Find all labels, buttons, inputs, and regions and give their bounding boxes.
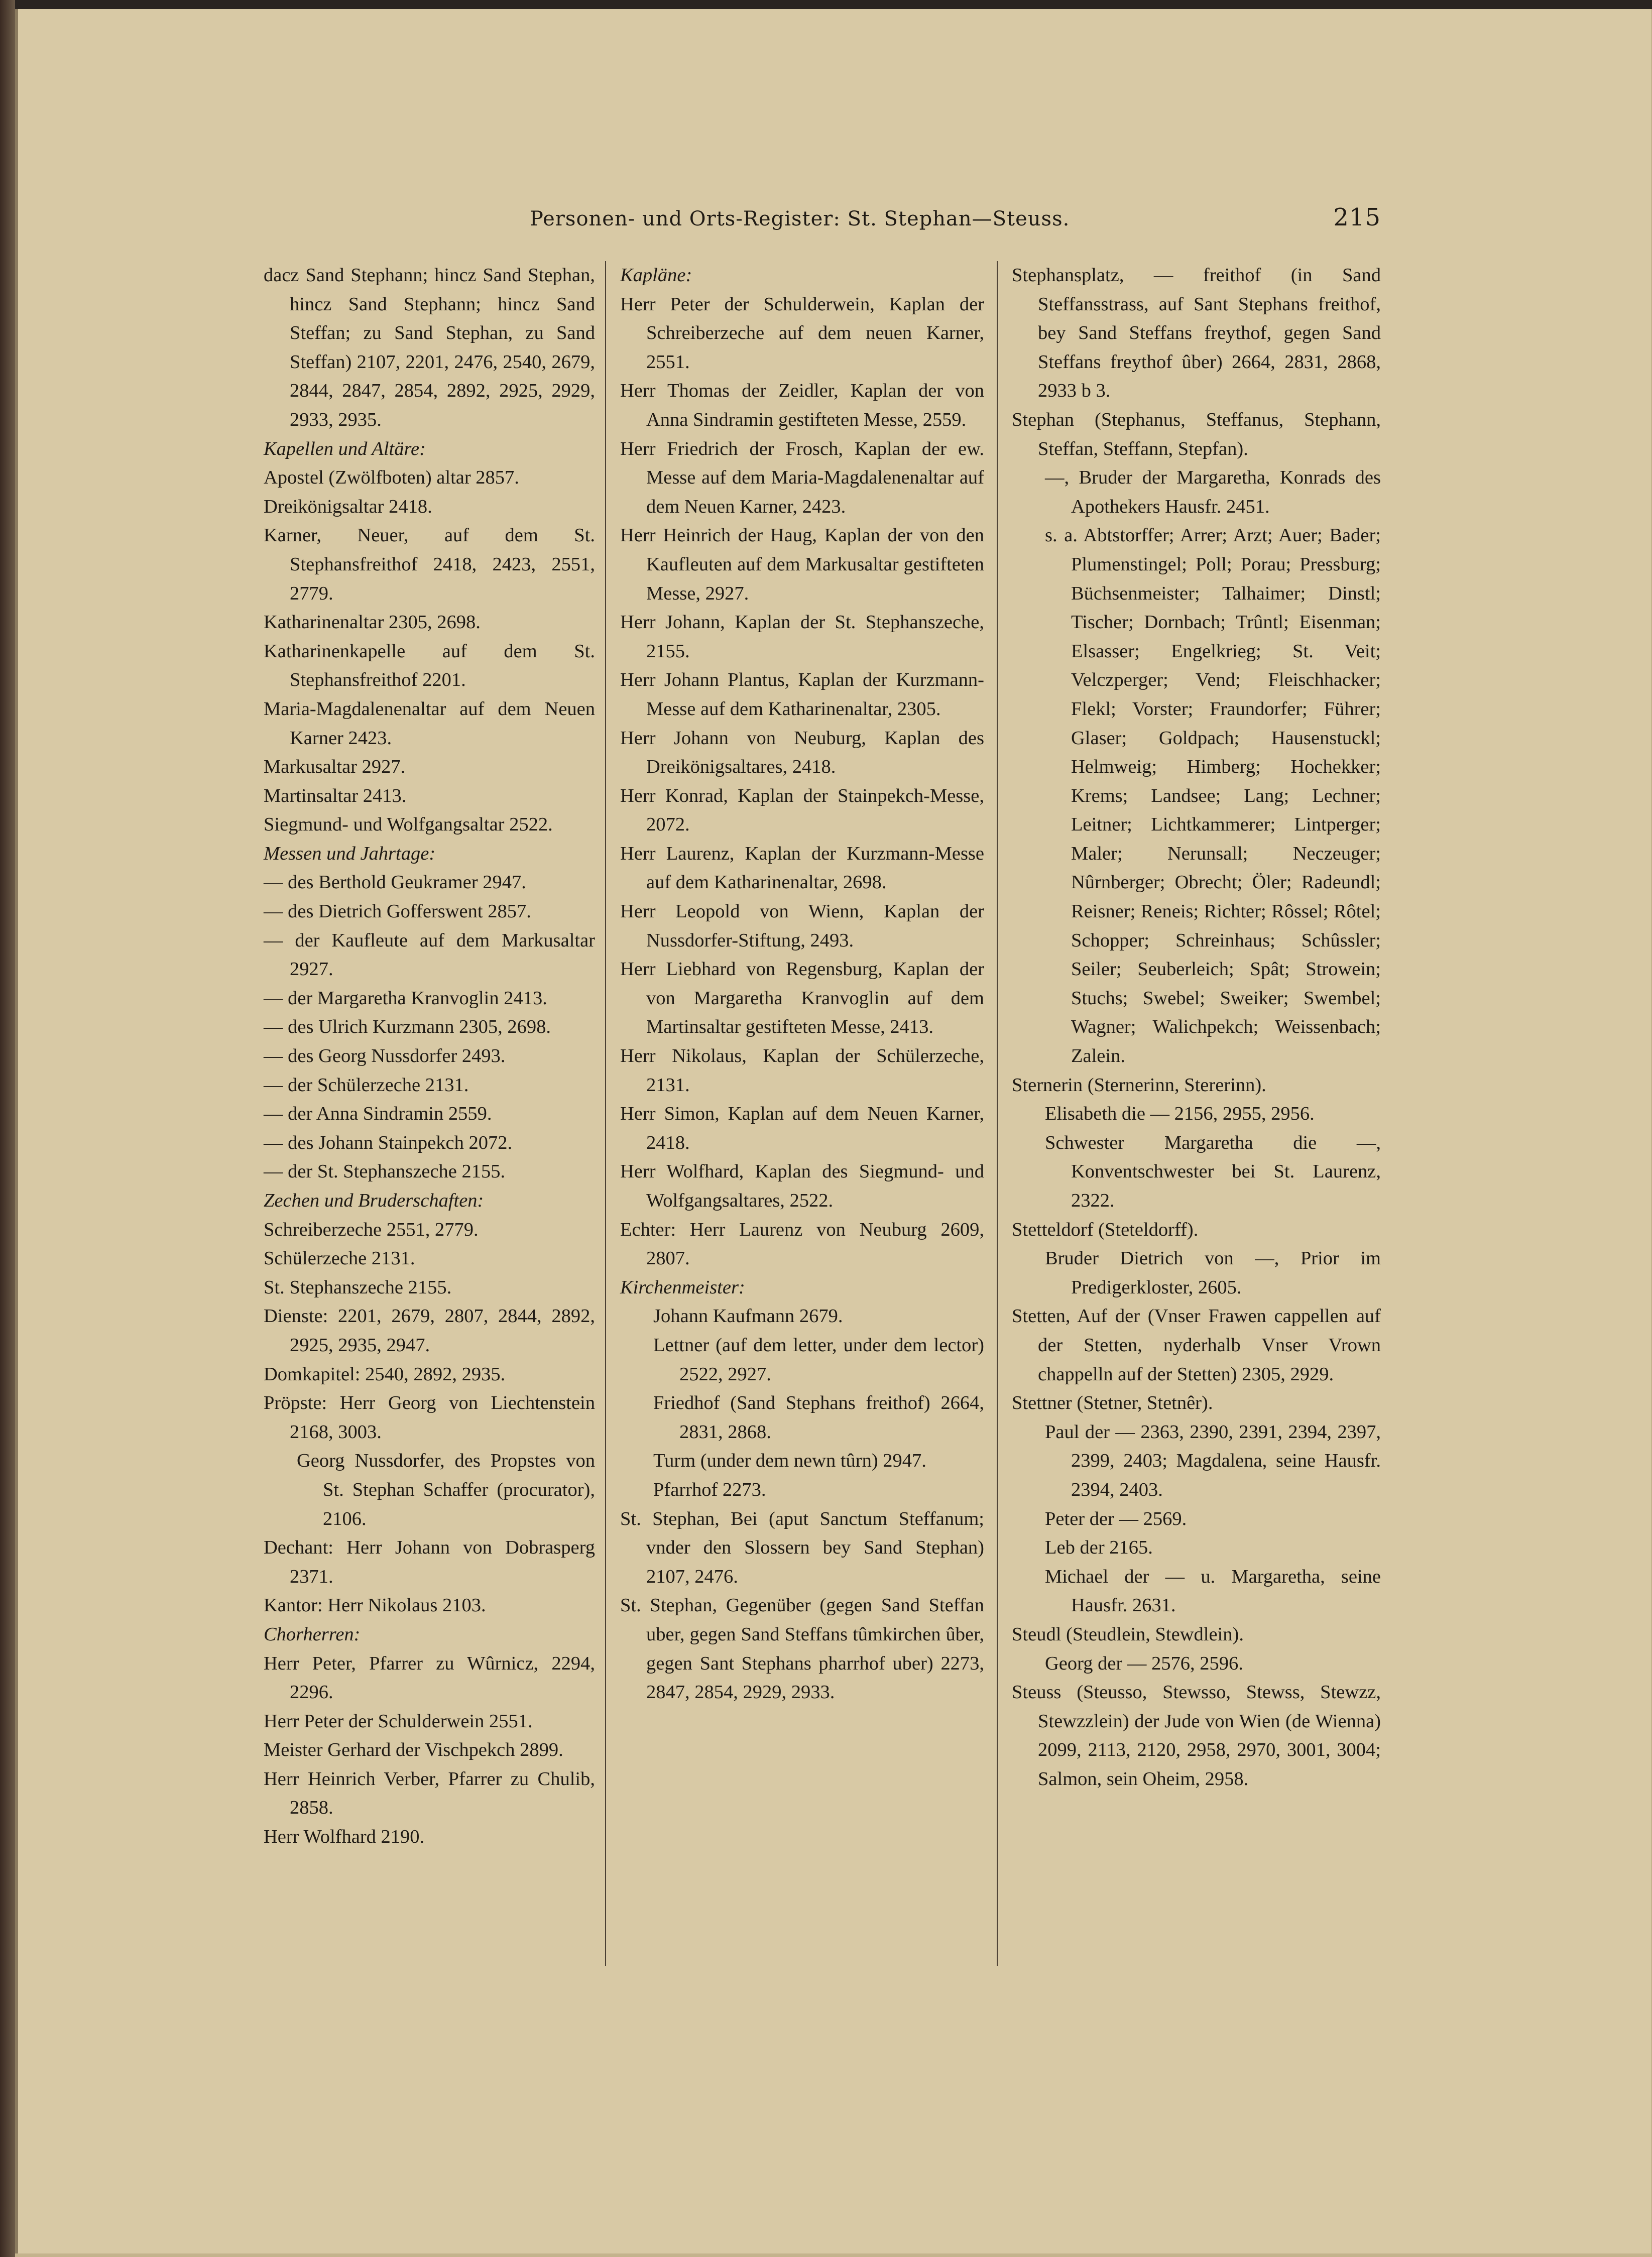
index-entry: —, Bruder der Margaretha, Konrads des Apothekers Hausfr. 2451.	[1045, 467, 1381, 517]
index-entry: Katharinenkapelle auf dem St. Stephansfreithof 2201.	[264, 640, 595, 691]
index-entry: s. a. Abtstorffer; Arrer; Arzt; Auer; Bader; Plumenstingel; Poll; Porau; Pressburg; Büchsenmeister; Talhaimer; Dinstl; Tischer; Dornbach; Trûntl; Eisenman; Elsasser; Engelkrieg; St. Veit; Velczperger; Vend; Fleischhacker; Flekl; Vorster; Fraundorfer; Führer; Glaser; Goldpach; Hausenstuckl; Helmweig; Himberg; Hochekker; Krems; Landsee; Lang; Lechner; Leitner; Lichtkammerer; Lintperger; Maler; Nerunsall; Neczeuger; Nûrnberger; Obrecht; Öler; Radeundl; Reisner; Reneis; Richter; Rôssel; Rôtel; Schopper; Schreinhaus; Schûssler; Seiler; Seuberleich; Spât; Strowein; Stuchs; Swebel; Sweiker; Swembel; Wagner; Walichpekch; Weissenbach; Zalein.	[1045, 525, 1381, 1067]
running-title: Personen- und Orts-Register: St. Stephan—Steuss.	[530, 207, 1070, 230]
index-entry: Maria-Magdalenenaltar auf dem Neuen Karner 2423.	[264, 698, 595, 749]
index-entry: Herr Wolfhard 2190.	[264, 1826, 425, 1848]
index-entry: Johann Kaufmann 2679.	[653, 1305, 843, 1327]
section-heading: Chorherren:	[264, 1623, 361, 1645]
index-entry: Herr Johann, Kaplan der St. Stephanszeche, 2155.	[620, 612, 984, 662]
index-entry: St. Stephanszeche 2155.	[264, 1276, 452, 1298]
index-entry: — der Kaufleute auf dem Markusaltar 2927.	[264, 929, 595, 980]
index-entry: Steudl (Steudlein, Stewdlein).	[1012, 1623, 1244, 1645]
index-entry: Dechant: Herr Johann von Dobrasperg 2371.	[264, 1537, 595, 1587]
index-entry: Herr Johann Plantus, Kaplan der Kurzmann-Messe auf dem Katharinenaltar, 2305.	[620, 669, 984, 720]
section-heading: Kirchenmeister:	[620, 1276, 745, 1298]
index-entry: — der Margaretha Kranvoglin 2413.	[264, 987, 547, 1009]
index-entry: Apostel (Zwölfboten) altar 2857.	[264, 467, 519, 489]
index-entry: Sternerin (Sternerinn, Stererinn).	[1012, 1074, 1266, 1096]
index-entry: Herr Peter, Pfarrer zu Wûrnicz, 2294, 2296.	[264, 1652, 595, 1703]
index-entry: Leb der 2165.	[1045, 1537, 1153, 1559]
index-entry: Herr Leopold von Wienn, Kaplan der Nussdorfer-Stiftung, 2493.	[620, 901, 984, 951]
index-entry: Domkapitel: 2540, 2892, 2935.	[264, 1363, 506, 1385]
index-entry: Herr Wolfhard, Kaplan des Siegmund- und Wolfgangsaltares, 2522.	[620, 1161, 984, 1211]
index-entry: Elisabeth die — 2156, 2955, 2956.	[1045, 1103, 1315, 1125]
index-entry: — des Berthold Geukramer 2947.	[264, 872, 526, 893]
index-entry: Herr Liebhard von Regensburg, Kaplan der von Margaretha Kranvoglin auf dem Martinsaltar gestifteten Messe, 2413.	[620, 959, 984, 1038]
index-entry: — der Schülerzeche 2131.	[264, 1074, 469, 1096]
index-entry: Dienste: 2201, 2679, 2807, 2844, 2892, 2925, 2935, 2947.	[264, 1305, 595, 1356]
index-entry: Stephan (Stephanus, Steffanus, Stephann, Steffan, Steffann, Stepfan).	[1012, 409, 1381, 459]
index-entry: St. Stephan, Bei (aput Sanctum Steffanum; vnder den Slossern bey Sand Stephan) 2107, 2476.	[620, 1508, 984, 1587]
index-entry: Kantor: Herr Nikolaus 2103.	[264, 1595, 486, 1616]
section-heading: Kapellen und Altäre:	[264, 438, 426, 459]
index-entry: Georg der — 2576, 2596.	[1045, 1652, 1243, 1674]
index-entry: Schwester Margaretha die —, Konventschwester bei St. Laurenz, 2322.	[1045, 1132, 1381, 1211]
index-entry: Friedhof (Sand Stephans freithof) 2664, 2831, 2868.	[653, 1392, 984, 1443]
index-entry: Herr Johann von Neuburg, Kaplan des Dreikönigsaltares, 2418.	[620, 727, 984, 778]
scan-top-edge	[0, 0, 1652, 9]
index-entry: — des Johann Stainpekch 2072.	[264, 1132, 513, 1153]
index-entry: Lettner (auf dem letter, under dem lector) 2522, 2927.	[653, 1334, 984, 1385]
page-header	[256, 203, 1381, 233]
index-entry: Herr Peter der Schulderwein 2551.	[264, 1710, 533, 1732]
section-heading: Kapläne:	[620, 265, 692, 286]
index-entry: — des Ulrich Kurzmann 2305, 2698.	[264, 1016, 551, 1038]
index-entry: Dreikönigsaltar 2418.	[264, 496, 432, 517]
index-entry: — des Dietrich Gofferswent 2857.	[264, 901, 531, 922]
index-entry: Michael der — u. Margaretha, seine Hausfr. 2631.	[1045, 1566, 1381, 1616]
index-entry: Georg Nussdorfer, des Propstes von St. Stephan Schaffer (procurator), 2106.	[297, 1450, 595, 1529]
index-entry: Herr Laurenz, Kaplan der Kurzmann-Messe auf dem Katharinenaltar, 2698.	[620, 843, 984, 893]
index-entry: Herr Thomas der Zeidler, Kaplan der von Anna Sindramin gestifteten Messe, 2559.	[620, 380, 984, 430]
index-entry: Stetten, Auf der (Vnser Frawen cappellen auf der Stetten, nyderhalb Vnser Vrown chappelln auf der Stetten) 2305, 2929.	[1012, 1305, 1381, 1385]
index-entry: dacz Sand Stephann; hincz Sand Stephan, hincz Sand Stephann; hincz Sand Steffan; zu Sand Stephan, zu Sand Steffan) 2107, 2201, 2476, 2540, 2679, 2844, 2847, 2854, 2892, 2925, 2929, 2933, 2935.	[264, 265, 595, 430]
index-entry: Herr Heinrich Verber, Pfarrer zu Chulib, 2858.	[264, 1768, 595, 1819]
index-entry: Herr Nikolaus, Kaplan der Schülerzeche, 2131.	[620, 1045, 984, 1096]
column-rule	[997, 261, 998, 1966]
index-entry: Herr Konrad, Kaplan der Stainpekch-Messe, 2072.	[620, 785, 984, 836]
index-entry: Steuss (Steusso, Stewsso, Stewss, Stewzz, Stewzzlein) der Jude von Wien (de Wienna) 2099, 2113, 2120, 2958, 2970, 3001, 3004; Salmon, sein Oheim, 2958.	[1012, 1682, 1381, 1790]
index-entry: — der Anna Sindramin 2559.	[264, 1103, 492, 1125]
index-entry: Schreiberzeche 2551, 2779.	[264, 1219, 479, 1240]
index-entry: Peter der — 2569.	[1045, 1508, 1187, 1529]
column-rule	[605, 261, 606, 1966]
index-entry: Bruder Dietrich von —, Prior im Predigerkloster, 2605.	[1045, 1248, 1381, 1298]
index-entry: Siegmund- und Wolfgangsaltar 2522.	[264, 814, 553, 836]
index-entry: St. Stephan, Gegenüber (gegen Sand Steffan uber, gegen Sand Steffans tûmkirchen ûber, gegen Sant Stephans pharrhof uber) 2273, 2847, 2854, 2929, 2933.	[620, 1595, 984, 1703]
index-entry: Pfarrhof 2273.	[653, 1479, 766, 1500]
index-entry: Herr Simon, Kaplan auf dem Neuen Karner, 2418.	[620, 1103, 984, 1153]
index-entry: Katharinenaltar 2305, 2698.	[264, 612, 481, 633]
index-entry: — der St. Stephanszeche 2155.	[264, 1161, 506, 1182]
index-entry: Stetteldorf (Steteldorff).	[1012, 1219, 1199, 1240]
index-entry: — des Georg Nussdorfer 2493.	[264, 1045, 506, 1067]
index-entry: Pröpste: Herr Georg von Liechtenstein 2168, 3003.	[264, 1392, 595, 1443]
index-entry: Karner, Neuer, auf dem St. Stephansfreithof 2418, 2423, 2551, 2779.	[264, 525, 595, 604]
page-number: 215	[1333, 203, 1381, 231]
index-column-2	[620, 261, 984, 1707]
index-entry: Markusaltar 2927.	[264, 756, 406, 778]
section-heading: Messen und Jahrtage:	[264, 843, 436, 864]
index-entry: Meister Gerhard der Vischpekch 2899.	[264, 1739, 563, 1761]
book-gutter	[0, 0, 15, 2257]
index-entry: Stephansplatz, — freithof (in Sand Steffansstrass, auf Sant Stephans freithof, bey Sand Steffans freythof, gegen Sand Steffans freythof ûber) 2664, 2831, 2868, 2933 b 3.	[1012, 265, 1381, 402]
index-entry: Herr Peter der Schulderwein, Kaplan der Schreiberzeche auf dem neuen Karner, 2551.	[620, 293, 984, 373]
index-entry: Herr Friedrich der Frosch, Kaplan der ew. Messe auf dem Maria-Magdalenenaltar auf dem Neuen Karner, 2423.	[620, 438, 984, 517]
index-entry: Schülerzeche 2131.	[264, 1248, 415, 1269]
index-entry: Turm (under dem newn tûrn) 2947.	[653, 1450, 926, 1472]
index-column-3	[1012, 261, 1381, 1794]
index-entry: Martinsaltar 2413.	[264, 785, 407, 806]
index-entry: Paul der — 2363, 2390, 2391, 2394, 2397, 2399, 2403; Magdalena, seine Hausfr. 2394, 2403.	[1045, 1421, 1381, 1500]
index-entry: Stettner (Stetner, Stetnêr).	[1012, 1392, 1213, 1414]
index-entry: Echter: Herr Laurenz von Neuburg 2609, 2807.	[620, 1219, 984, 1269]
index-entry: Herr Heinrich der Haug, Kaplan der von den Kaufleuten auf dem Markusaltar gestifteten Messe, 2927.	[620, 525, 984, 604]
section-heading: Zechen und Bruderschaften:	[264, 1190, 484, 1211]
index-column-1	[264, 261, 595, 1852]
